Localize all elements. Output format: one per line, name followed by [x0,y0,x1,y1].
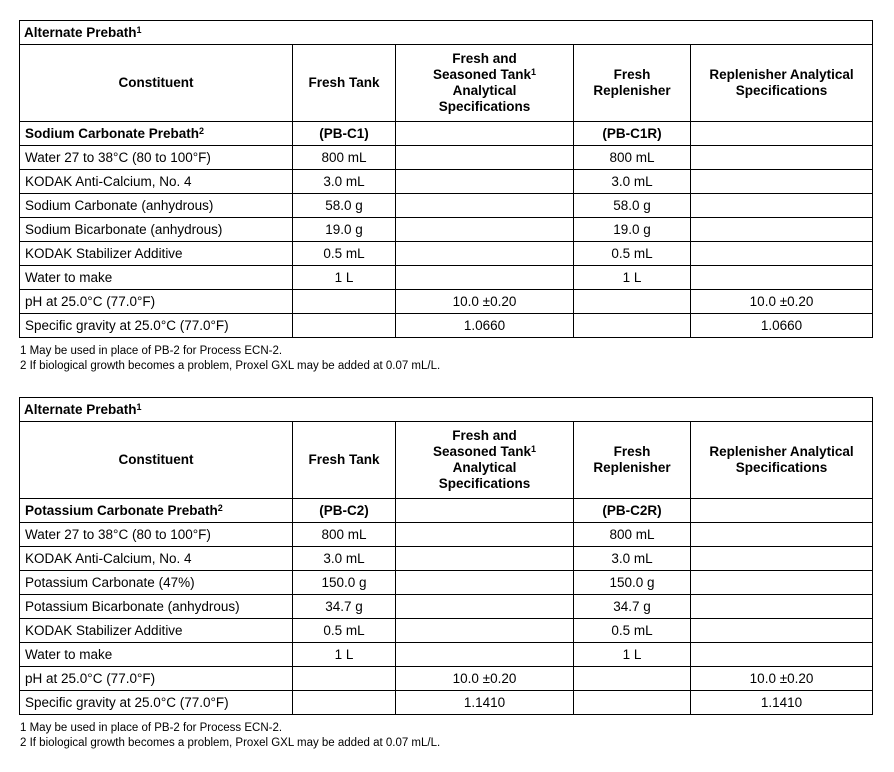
table-cell [691,499,873,523]
table-cell: 3.0 mL [574,547,691,571]
table-cell [396,499,574,523]
table-cell: 19.0 g [293,218,396,242]
table-cell: 10.0 ±0.20 [691,290,873,314]
table-cell [574,667,691,691]
table-cell [396,146,574,170]
table-row [20,595,873,619]
table-cell: 800 mL [574,523,691,547]
table-row [20,691,873,715]
header-replenisher-specs: Replenisher Analytical Specifications [691,422,873,499]
formula-header-row [20,122,873,146]
table-row [20,242,873,266]
header-fresh-seasoned-tank-specs: Fresh and Seasoned Tank$^1$ Analytical Specifications [396,45,574,122]
table-cell [396,194,574,218]
table-row [20,547,873,571]
table-cell: Sodium Carbonate (anhydrous) [20,194,293,218]
table-cell [691,122,873,146]
table-cell [691,523,873,547]
table-cell [396,595,574,619]
table-cell: (PB-C2) [293,499,396,523]
column-header-row [20,422,873,499]
header-fresh-seasoned-tank-specs: Fresh and Seasoned Tank$^1$ Analytical Specifications [396,422,574,499]
table-cell [574,691,691,715]
table-row [20,218,873,242]
header-fresh-replenisher: Fresh Replenisher [574,422,691,499]
table-cell [691,619,873,643]
table-cell: pH at 25.0°C (77.0°F) [20,667,293,691]
table-cell: 10.0 ±0.20 [691,667,873,691]
footnote-1: 1 May be used in place of PB-2 for Process ECN-2. [20,722,283,734]
prebath-table-block-2 [19,397,872,751]
table-cell: 0.5 mL [293,242,396,266]
table-cell [691,595,873,619]
table-cell [574,314,691,338]
table-row [20,667,873,691]
table-cell [396,170,574,194]
table-cell [691,547,873,571]
table-cell: Specific gravity at 25.0°C (77.0°F) [20,691,293,715]
table-cell: 34.7 g [574,595,691,619]
table-cell: Sodium Carbonate Prebath$^2$ [20,122,293,146]
table-cell: 0.5 mL [293,619,396,643]
table-cell [396,619,574,643]
table-cell [396,266,574,290]
table-cell: 34.7 g [293,595,396,619]
table-title-row [20,398,873,422]
table-cell: 10.0 ±0.20 [396,290,574,314]
formula-header-row [20,499,873,523]
table-cell: Sodium Bicarbonate (anhydrous) [20,218,293,242]
table-cell: Water 27 to 38°C (80 to 100°F) [20,523,293,547]
table-cell: 1.0660 [396,314,574,338]
table-title: Alternate Prebath$^1$ [20,398,873,422]
table-cell: 58.0 g [574,194,691,218]
table-cell [691,242,873,266]
table-row [20,619,873,643]
table-cell [396,242,574,266]
table-cell: KODAK Stabilizer Additive [20,242,293,266]
table-row [20,194,873,218]
header-replenisher-specs: Replenisher Analytical Specifications [691,45,873,122]
table-cell: (PB-C2R) [574,499,691,523]
table-cell [293,314,396,338]
table-cell: Water to make [20,643,293,667]
table-cell: 10.0 ±0.20 [396,667,574,691]
footnotes [19,721,872,751]
table-cell: KODAK Anti-Calcium, No. 4 [20,170,293,194]
table-cell: 1.0660 [691,314,873,338]
table-cell: 0.5 mL [574,619,691,643]
table-cell [293,691,396,715]
table-cell: KODAK Stabilizer Additive [20,619,293,643]
table-cell: 3.0 mL [293,547,396,571]
table-row [20,571,873,595]
table-cell [574,290,691,314]
table-cell: 3.0 mL [293,170,396,194]
table-title-row [20,21,873,45]
footnote-2: 2 If biological growth becomes a problem, Proxel GXL may be added at 0.07 mL/L. [20,360,441,372]
table-cell: Potassium Carbonate Prebath$^2$ [20,499,293,523]
table-cell [691,643,873,667]
table-cell: 800 mL [293,146,396,170]
table-cell: 150.0 g [293,571,396,595]
table-cell: 800 mL [293,523,396,547]
footnote-1: 1 May be used in place of PB-2 for Process ECN-2. [20,345,283,357]
table-cell [691,194,873,218]
table-cell: 1.1410 [396,691,574,715]
table-cell [396,218,574,242]
table-cell: 1 L [574,266,691,290]
table-row [20,643,873,667]
table-cell: 150.0 g [574,571,691,595]
table-row [20,170,873,194]
table-cell: KODAK Anti-Calcium, No. 4 [20,547,293,571]
header-fresh-replenisher: Fresh Replenisher [574,45,691,122]
table-cell [691,571,873,595]
header-fresh-tank: Fresh Tank [293,422,396,499]
column-header-row [20,45,873,122]
footnotes [19,344,872,374]
table-cell: (PB-C1R) [574,122,691,146]
table-cell: 3.0 mL [574,170,691,194]
table-cell: 19.0 g [574,218,691,242]
table-cell [293,290,396,314]
table-cell [396,547,574,571]
table-cell: Water 27 to 38°C (80 to 100°F) [20,146,293,170]
header-constituent: Constituent [20,45,293,122]
table-cell: Potassium Carbonate (47%) [20,571,293,595]
table-cell: Water to make [20,266,293,290]
table-cell [691,266,873,290]
table-cell: Specific gravity at 25.0°C (77.0°F) [20,314,293,338]
prebath-table-block-1 [19,20,872,374]
table-cell [691,170,873,194]
table-cell: 800 mL [574,146,691,170]
table-row [20,266,873,290]
header-constituent: Constituent [20,422,293,499]
table-row [20,290,873,314]
table-cell [396,523,574,547]
table-title: Alternate Prebath$^1$ [20,21,873,45]
table-cell: 1 L [293,266,396,290]
table-cell: (PB-C1) [293,122,396,146]
table-cell: 1 L [293,643,396,667]
table-cell: 58.0 g [293,194,396,218]
table-cell [293,667,396,691]
footnote-2: 2 If biological growth becomes a problem, Proxel GXL may be added at 0.07 mL/L. [20,737,441,749]
table-cell: 0.5 mL [574,242,691,266]
table-cell: Potassium Bicarbonate (anhydrous) [20,595,293,619]
table-cell [396,122,574,146]
potassium-carbonate-prebath-table [19,397,873,715]
table-cell: 1 L [574,643,691,667]
table-cell [691,146,873,170]
table-cell: pH at 25.0°C (77.0°F) [20,290,293,314]
table-row [20,314,873,338]
header-fresh-tank: Fresh Tank [293,45,396,122]
table-row [20,523,873,547]
table-cell [691,218,873,242]
sodium-carbonate-prebath-table [19,20,873,338]
table-cell [396,643,574,667]
table-row [20,146,873,170]
table-cell: 1.1410 [691,691,873,715]
table-cell [396,571,574,595]
